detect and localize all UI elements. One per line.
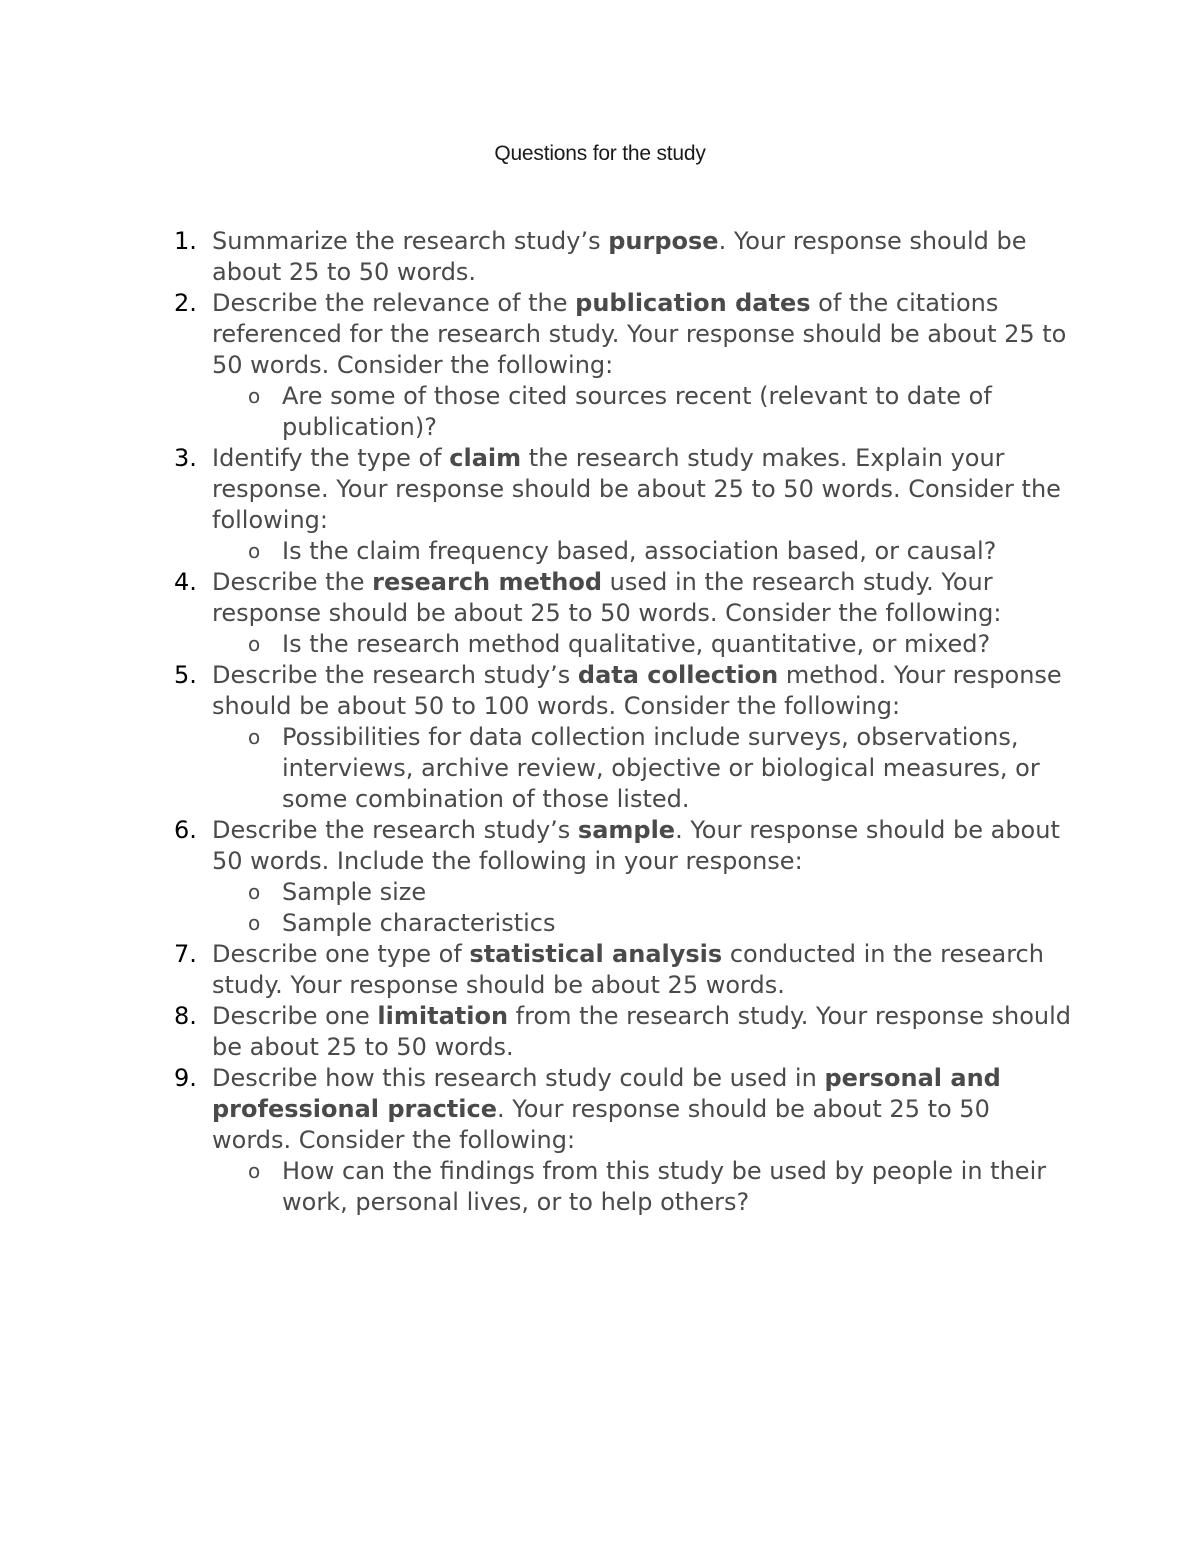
sub-question-item (212, 722, 1062, 815)
sub-question-text: Is the claim frequency based, association based, or causal? (282, 537, 997, 565)
question-keyword: purpose (608, 227, 719, 255)
question-list (0, 226, 1200, 1218)
bullet-icon: o (248, 632, 261, 656)
question-text-lead: Identify the type of (212, 444, 450, 472)
question-item (0, 226, 1072, 288)
sub-question-list (212, 536, 1072, 567)
bullet-icon: o (248, 1159, 261, 1183)
question-text-lead: Describe one (212, 1002, 378, 1030)
question-keyword: data collection (577, 661, 779, 689)
question-keyword: sample (577, 816, 676, 844)
question-text-tail: from the research study. Your response should be about 25 to 50 words. (212, 1002, 1072, 1061)
question-item (0, 1001, 1072, 1063)
question-item (0, 288, 1072, 443)
sub-question-text: Sample characteristics (282, 909, 556, 937)
sub-question-item (212, 381, 1062, 443)
bullet-icon: o (248, 911, 261, 935)
sub-question-list (212, 1156, 1072, 1218)
question-number: 6. (174, 816, 197, 844)
bullet-icon: o (248, 539, 261, 563)
question-keyword: personal and professional practice (212, 1064, 1001, 1123)
question-number: 9. (174, 1064, 197, 1092)
sub-question-item (212, 629, 1062, 660)
question-number: 8. (174, 1002, 197, 1030)
question-keyword: research method (372, 568, 603, 596)
question-number: 7. (174, 940, 197, 968)
sub-question-item (212, 877, 1062, 908)
sub-question-text: Sample size (282, 878, 427, 906)
question-text-lead: Describe the relevance of the (212, 289, 576, 317)
question-item (0, 660, 1072, 815)
question-text-tail: used in the research study. Your response should be about 25 to 50 words. Consider the following: (212, 568, 1002, 627)
question-text-tail: of the citations referenced for the research study. Your response should be about 25 to 50 words. Consider the following: (212, 289, 1067, 379)
question-text (212, 1002, 1071, 1061)
question-item (0, 1063, 1072, 1218)
question-keyword: publication dates (575, 289, 811, 317)
sub-question-list (212, 722, 1072, 815)
question-number: 4. (174, 568, 197, 596)
question-text-lead: Describe the research study’s (212, 661, 578, 689)
question-text-tail: . Your response should be about 50 words. Include the following in your response: (212, 816, 1060, 875)
question-text (212, 940, 1044, 999)
question-text-tail: conducted in the research study. Your response should be about 25 words. (212, 940, 1044, 999)
sub-question-text: Are some of those cited sources recent (relevant to date of publication)? (282, 382, 992, 441)
question-text (212, 816, 1060, 875)
question-text (212, 227, 1026, 286)
question-text-lead: Describe the (212, 568, 373, 596)
question-text-tail: method. Your response should be about 50 to 100 words. Consider the following: (212, 661, 1062, 720)
sub-question-item (212, 1156, 1062, 1218)
question-keyword: claim (449, 444, 522, 472)
question-text-lead: Describe how this research study could be used in (212, 1064, 825, 1092)
sub-question-list (212, 629, 1072, 660)
question-number: 2. (174, 289, 197, 317)
sub-question-text: Possibilities for data collection include surveys, observations, interviews, archive review, objective or biological measures, or some combination of those listed. (282, 723, 1040, 813)
bullet-icon: o (248, 725, 261, 749)
question-item (0, 443, 1072, 567)
question-item (0, 939, 1072, 1001)
question-number: 5. (174, 661, 197, 689)
question-text (212, 444, 1061, 534)
sub-question-text: Is the research method qualitative, quantitative, or mixed? (282, 630, 991, 658)
bullet-icon: o (248, 384, 261, 408)
bullet-icon: o (248, 880, 261, 904)
question-text-lead: Describe the research study’s (212, 816, 578, 844)
sub-question-text: How can the findings from this study be used by people in their work, personal lives, or to help others? (282, 1157, 1047, 1216)
question-text-lead: Summarize the research study’s (212, 227, 609, 255)
question-text (212, 1064, 1001, 1154)
question-text-tail: . Your response should be about 25 to 50 words. (212, 227, 1027, 286)
question-text (212, 289, 1066, 379)
question-item (0, 815, 1072, 939)
question-text (212, 661, 1062, 720)
question-text-tail: the research study makes. Explain your response. Your response should be about 25 to 50 words. Consider the following: (212, 444, 1061, 534)
question-number: 1. (174, 227, 197, 255)
question-text-tail: . Your response should be about 25 to 50 words. Consider the following: (212, 1095, 990, 1154)
sub-question-list (212, 877, 1072, 939)
question-keyword: statistical analysis (469, 940, 723, 968)
sub-question-list (212, 381, 1072, 443)
sub-question-item (212, 536, 1062, 567)
document-title: Questions for the study (494, 142, 706, 165)
question-text-lead: Describe one type of (212, 940, 470, 968)
sub-question-item (212, 908, 1062, 939)
question-keyword: limitation (377, 1002, 509, 1030)
question-number: 3. (174, 444, 197, 472)
question-item (0, 567, 1072, 660)
question-text (212, 568, 1001, 627)
